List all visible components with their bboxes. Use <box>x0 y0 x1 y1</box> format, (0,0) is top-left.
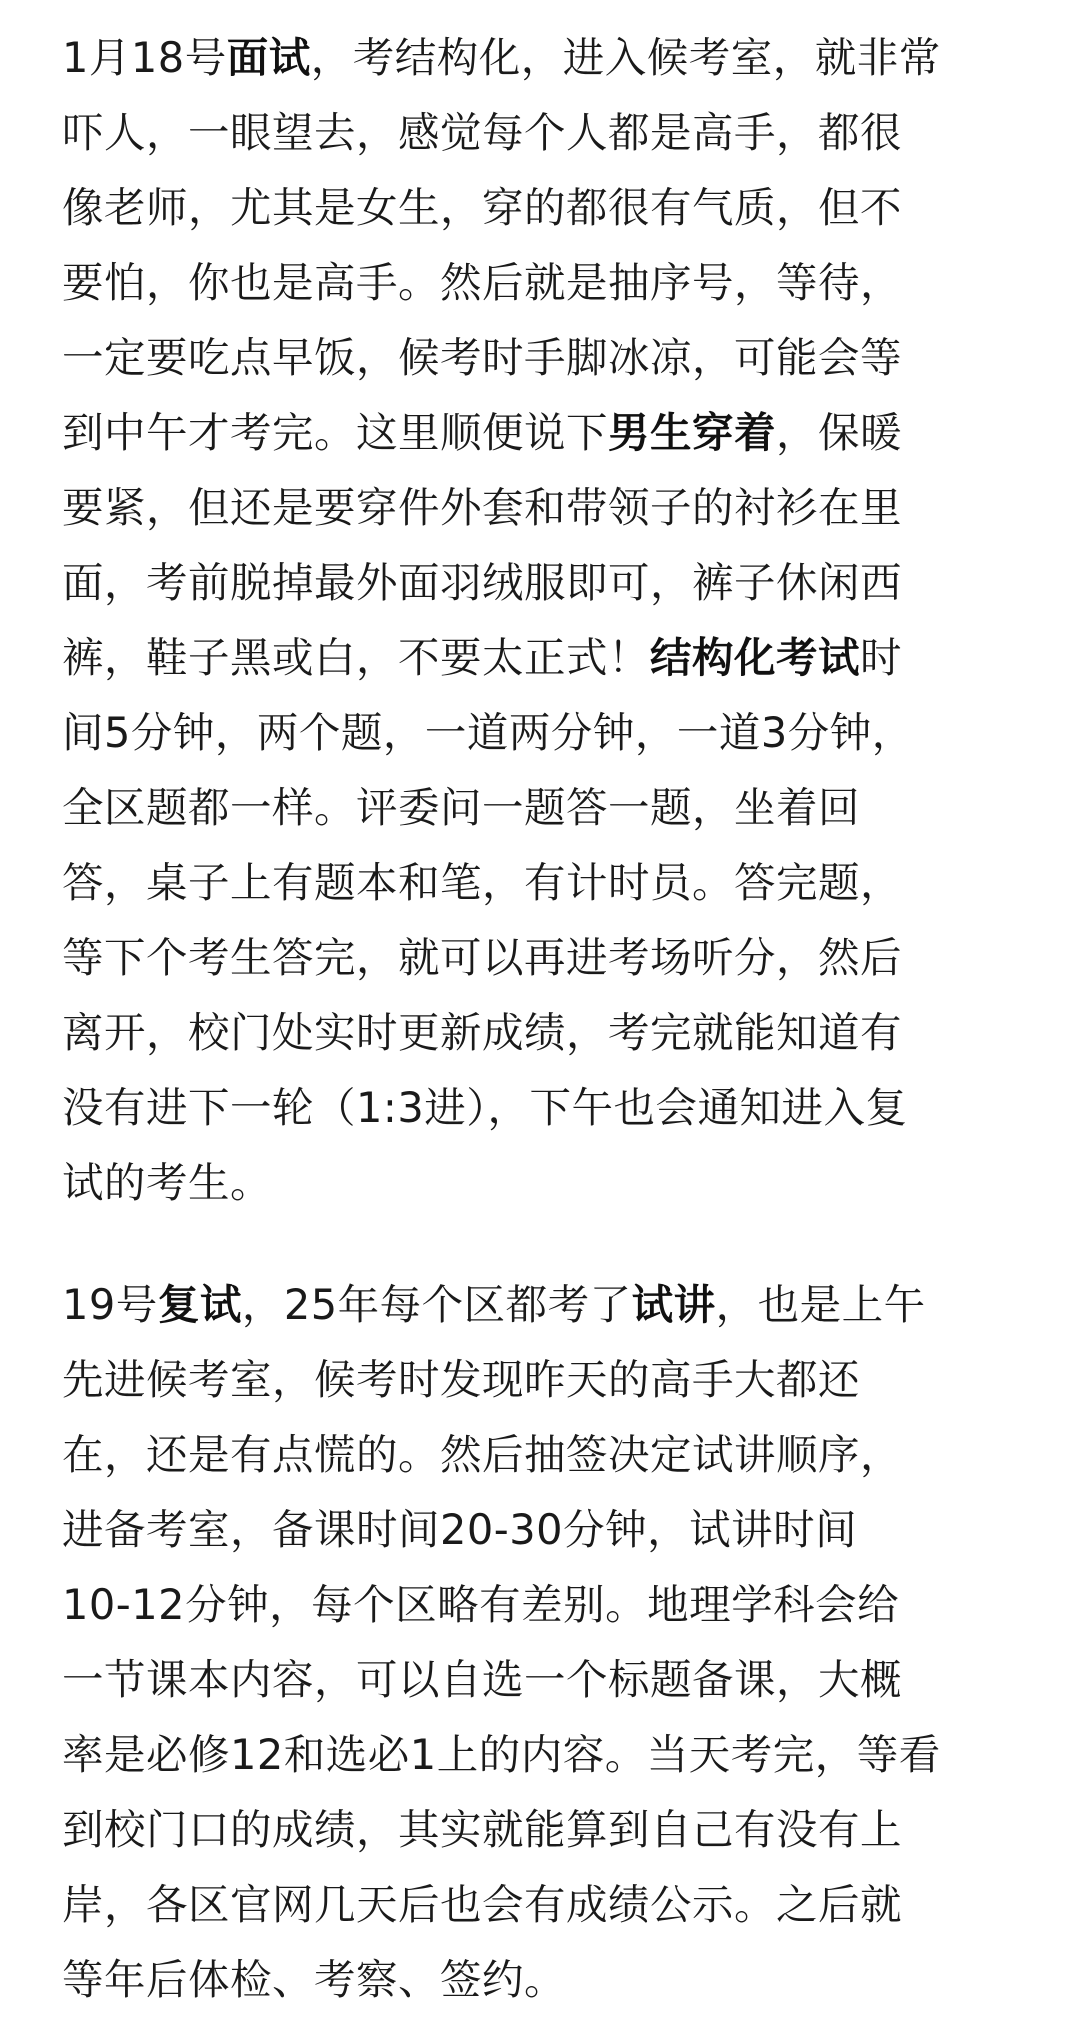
text-line <box>62 320 1030 395</box>
text-segment: 没有进下一轮（1:3进），下午也会通知进入复 <box>62 1083 908 1132</box>
text-segment: 时 <box>860 633 903 682</box>
text-segment: 岸，各区官网几天后也会有成绩公示。之后就 <box>62 1880 903 1929</box>
text-segment: 率是必修12和选必1上的内容。当天考完，等看 <box>62 1730 941 1779</box>
text-line <box>62 1867 1030 1942</box>
text-segment: ，也是上午 <box>715 1280 926 1329</box>
text-segment: 答，桌子上有题本和笔，有计时员。答完题， <box>62 858 903 907</box>
text-segment: ，保暖 <box>776 408 903 457</box>
paragraph-1 <box>62 20 1030 1220</box>
text-line <box>62 170 1030 245</box>
text-line <box>62 1567 1030 1642</box>
bold-keyword: 结构化考试 <box>650 633 861 682</box>
text-line <box>62 1942 1030 2017</box>
text-segment: 等下个考生答完，就可以再进考场听分，然后 <box>62 933 903 982</box>
bold-keyword: 面试 <box>226 33 311 82</box>
text-line <box>62 1342 1030 1417</box>
text-line <box>62 95 1030 170</box>
text-segment: 到校门口的成绩，其实就能算到自己有没有上 <box>62 1805 903 1854</box>
text-line <box>62 1267 1030 1342</box>
text-line <box>62 845 1030 920</box>
text-line <box>62 1070 1030 1145</box>
text-segment: 像老师，尤其是女生，穿的都很有气质，但不 <box>62 183 903 232</box>
bold-keyword: 男生穿着 <box>608 408 777 457</box>
text-segment: 吓人，一眼望去，感觉每个人都是高手，都很 <box>62 108 903 157</box>
text-segment: 要紧，但还是要穿件外套和带领子的衬衫在里 <box>62 483 903 532</box>
text-segment: 在，还是有点慌的。然后抽签决定试讲顺序， <box>62 1430 903 1479</box>
text-segment: 全区题都一样。评委问一题答一题，坐着回 <box>62 783 861 832</box>
text-line <box>62 620 1030 695</box>
text-line <box>62 545 1030 620</box>
text-line <box>62 470 1030 545</box>
text-segment: 19号 <box>62 1280 158 1329</box>
text-line <box>62 245 1030 320</box>
text-segment: ，考结构化，进入候考室，就非常 <box>310 33 941 82</box>
text-line <box>62 20 1030 95</box>
text-line <box>62 695 1030 770</box>
text-segment: 1月18号 <box>62 33 227 82</box>
text-segment: 一定要吃点早饭，候考时手脚冰凉，可能会等 <box>62 333 903 382</box>
text-segment: 离开，校门处实时更新成绩，考完就能知道有 <box>62 1008 903 1057</box>
text-line <box>62 920 1030 995</box>
text-line <box>62 1417 1030 1492</box>
text-line <box>62 1717 1030 1792</box>
text-line <box>62 1642 1030 1717</box>
text-segment: 一节课本内容，可以自选一个标题备课，大概 <box>62 1655 903 1704</box>
text-segment: 要怕，你也是高手。然后就是抽序号，等待， <box>62 258 903 307</box>
text-line <box>62 995 1030 1070</box>
text-segment: 裤，鞋子黑或白，不要太正式！ <box>62 633 651 682</box>
text-segment: 间5分钟，两个题，一道两分钟，一道3分钟， <box>62 708 914 757</box>
text-line <box>62 1792 1030 1867</box>
text-line <box>62 770 1030 845</box>
paragraph-2 <box>62 1267 1030 2017</box>
article-body <box>62 20 1030 2017</box>
text-segment: 10-12分钟，每个区略有差别。地理学科会给 <box>62 1580 900 1629</box>
text-line <box>62 1145 1030 1220</box>
text-segment: 进备考室，备课时间20-30分钟，试讲时间 <box>62 1505 858 1554</box>
text-segment: 面，考前脱掉最外面羽绒服即可，裤子休闲西 <box>62 558 903 607</box>
text-segment: ，25年每个区都考了 <box>241 1280 632 1329</box>
text-line <box>62 1492 1030 1567</box>
text-segment: 先进候考室，候考时发现昨天的高手大都还 <box>62 1355 861 1404</box>
text-segment: 试的考生。 <box>62 1158 273 1207</box>
bold-keyword: 复试 <box>157 1280 242 1329</box>
text-line <box>62 395 1030 470</box>
bold-keyword: 试讲 <box>631 1280 716 1329</box>
text-segment: 等年后体检、考察、签约。 <box>62 1955 567 2004</box>
text-segment: 到中午才考完。这里顺便说下 <box>62 408 609 457</box>
